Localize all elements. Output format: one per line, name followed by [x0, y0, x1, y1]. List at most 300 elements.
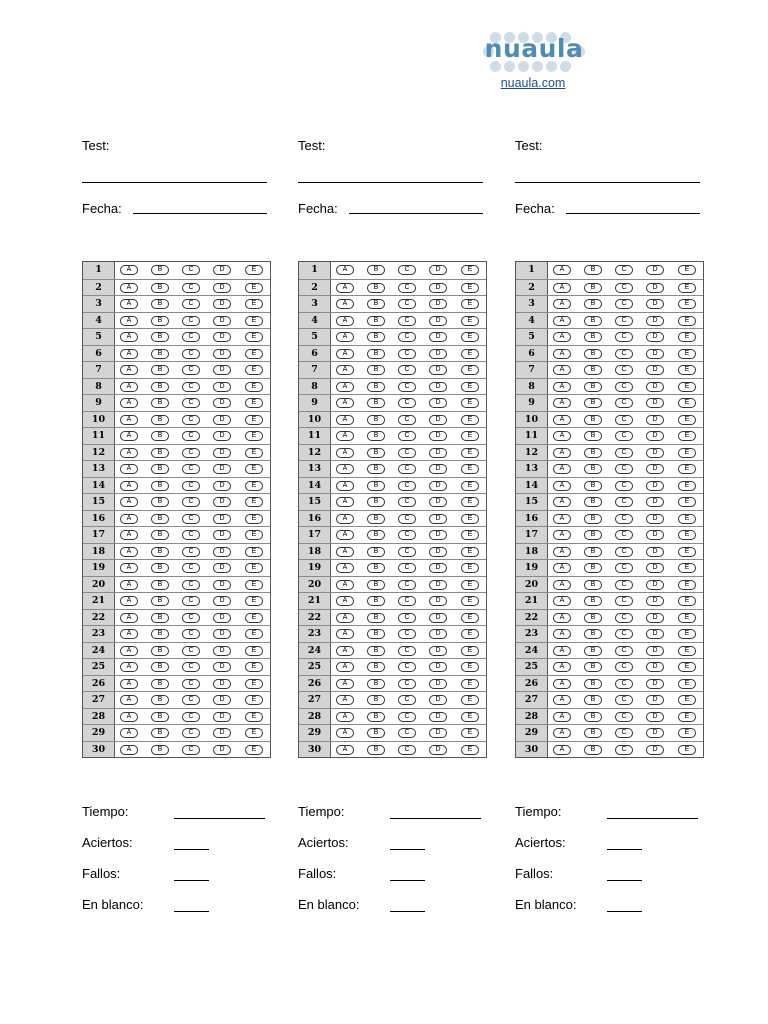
- answer-bubble-a[interactable]: A: [336, 695, 354, 705]
- answer-bubble-e[interactable]: E: [678, 563, 696, 573]
- answer-bubble-a[interactable]: A: [120, 662, 138, 672]
- answer-bubble-d[interactable]: D: [429, 464, 447, 474]
- answer-bubble-b[interactable]: B: [151, 728, 169, 738]
- answer-bubble-d[interactable]: D: [646, 662, 664, 672]
- answer-bubble-c[interactable]: C: [615, 431, 633, 441]
- answer-bubble-e[interactable]: E: [245, 283, 263, 293]
- answer-bubble-d[interactable]: D: [646, 629, 664, 639]
- answer-bubble-e[interactable]: E: [678, 431, 696, 441]
- answer-bubble-c[interactable]: C: [182, 382, 200, 392]
- answer-bubble-d[interactable]: D: [429, 497, 447, 507]
- answer-bubble-d[interactable]: D: [213, 299, 231, 309]
- answer-bubble-e[interactable]: E: [461, 497, 479, 507]
- answer-bubble-a[interactable]: A: [553, 464, 571, 474]
- answer-bubble-d[interactable]: D: [646, 481, 664, 491]
- answer-bubble-b[interactable]: B: [584, 415, 602, 425]
- answer-bubble-c[interactable]: C: [615, 382, 633, 392]
- answer-bubble-d[interactable]: D: [646, 646, 664, 656]
- answer-bubble-e[interactable]: E: [461, 398, 479, 408]
- answer-bubble-a[interactable]: A: [120, 316, 138, 326]
- answer-bubble-d[interactable]: D: [213, 745, 231, 755]
- answer-bubble-e[interactable]: E: [245, 398, 263, 408]
- answer-bubble-b[interactable]: B: [584, 299, 602, 309]
- answer-bubble-a[interactable]: A: [553, 745, 571, 755]
- answer-bubble-b[interactable]: B: [151, 662, 169, 672]
- answer-bubble-b[interactable]: B: [151, 580, 169, 590]
- answer-bubble-d[interactable]: D: [429, 514, 447, 524]
- answer-bubble-b[interactable]: B: [151, 431, 169, 441]
- answer-bubble-e[interactable]: E: [245, 662, 263, 672]
- answer-bubble-a[interactable]: A: [336, 596, 354, 606]
- answer-bubble-d[interactable]: D: [429, 679, 447, 689]
- answer-bubble-e[interactable]: E: [245, 481, 263, 491]
- answer-bubble-a[interactable]: A: [553, 514, 571, 524]
- answer-bubble-c[interactable]: C: [398, 728, 416, 738]
- answer-bubble-b[interactable]: B: [584, 497, 602, 507]
- answer-bubble-b[interactable]: B: [584, 613, 602, 623]
- answer-bubble-c[interactable]: C: [615, 448, 633, 458]
- answer-bubble-c[interactable]: C: [182, 349, 200, 359]
- answer-bubble-b[interactable]: B: [367, 332, 385, 342]
- answer-bubble-b[interactable]: B: [151, 514, 169, 524]
- answer-bubble-a[interactable]: A: [120, 448, 138, 458]
- answer-bubble-b[interactable]: B: [584, 431, 602, 441]
- answer-bubble-e[interactable]: E: [461, 695, 479, 705]
- answer-bubble-a[interactable]: A: [553, 283, 571, 293]
- answer-bubble-b[interactable]: B: [584, 695, 602, 705]
- answer-bubble-e[interactable]: E: [678, 265, 696, 275]
- answer-bubble-a[interactable]: A: [120, 514, 138, 524]
- answer-bubble-a[interactable]: A: [553, 613, 571, 623]
- answer-bubble-a[interactable]: A: [336, 745, 354, 755]
- answer-bubble-a[interactable]: A: [336, 265, 354, 275]
- answer-bubble-a[interactable]: A: [553, 299, 571, 309]
- answer-bubble-d[interactable]: D: [646, 695, 664, 705]
- answer-bubble-b[interactable]: B: [151, 382, 169, 392]
- answer-bubble-c[interactable]: C: [182, 596, 200, 606]
- answer-bubble-e[interactable]: E: [678, 580, 696, 590]
- answer-bubble-e[interactable]: E: [461, 629, 479, 639]
- answer-bubble-a[interactable]: A: [336, 481, 354, 491]
- answer-bubble-e[interactable]: E: [245, 530, 263, 540]
- answer-bubble-c[interactable]: C: [398, 415, 416, 425]
- answer-bubble-e[interactable]: E: [245, 547, 263, 557]
- answer-bubble-a[interactable]: A: [120, 745, 138, 755]
- answer-bubble-c[interactable]: C: [398, 332, 416, 342]
- answer-bubble-e[interactable]: E: [678, 316, 696, 326]
- answer-bubble-b[interactable]: B: [367, 349, 385, 359]
- answer-bubble-e[interactable]: E: [678, 745, 696, 755]
- answer-bubble-b[interactable]: B: [151, 712, 169, 722]
- answer-bubble-d[interactable]: D: [429, 596, 447, 606]
- answer-bubble-c[interactable]: C: [182, 563, 200, 573]
- answer-bubble-e[interactable]: E: [461, 745, 479, 755]
- answer-bubble-e[interactable]: E: [678, 679, 696, 689]
- answer-bubble-d[interactable]: D: [213, 514, 231, 524]
- wrong-blank[interactable]: [174, 880, 209, 881]
- answer-bubble-c[interactable]: C: [182, 398, 200, 408]
- answer-bubble-a[interactable]: A: [553, 530, 571, 540]
- answer-bubble-d[interactable]: D: [429, 415, 447, 425]
- time-blank[interactable]: [174, 818, 265, 819]
- answer-bubble-c[interactable]: C: [182, 316, 200, 326]
- answer-bubble-e[interactable]: E: [678, 448, 696, 458]
- answer-bubble-c[interactable]: C: [615, 695, 633, 705]
- answer-bubble-c[interactable]: C: [182, 629, 200, 639]
- answer-bubble-c[interactable]: C: [615, 679, 633, 689]
- correct-blank[interactable]: [390, 849, 425, 850]
- answer-bubble-e[interactable]: E: [245, 349, 263, 359]
- answer-bubble-a[interactable]: A: [120, 481, 138, 491]
- answer-bubble-d[interactable]: D: [429, 580, 447, 590]
- answer-bubble-c[interactable]: C: [182, 613, 200, 623]
- answer-bubble-b[interactable]: B: [151, 299, 169, 309]
- answer-bubble-e[interactable]: E: [678, 283, 696, 293]
- answer-bubble-c[interactable]: C: [615, 299, 633, 309]
- answer-bubble-d[interactable]: D: [429, 349, 447, 359]
- answer-bubble-b[interactable]: B: [367, 530, 385, 540]
- answer-bubble-c[interactable]: C: [182, 662, 200, 672]
- answer-bubble-b[interactable]: B: [584, 265, 602, 275]
- answer-bubble-a[interactable]: A: [336, 283, 354, 293]
- answer-bubble-c[interactable]: C: [398, 431, 416, 441]
- answer-bubble-a[interactable]: A: [120, 382, 138, 392]
- answer-bubble-a[interactable]: A: [336, 530, 354, 540]
- answer-bubble-a[interactable]: A: [120, 530, 138, 540]
- answer-bubble-c[interactable]: C: [398, 316, 416, 326]
- answer-bubble-e[interactable]: E: [245, 514, 263, 524]
- answer-bubble-e[interactable]: E: [245, 382, 263, 392]
- answer-bubble-a[interactable]: A: [553, 431, 571, 441]
- answer-bubble-c[interactable]: C: [615, 464, 633, 474]
- answer-bubble-e[interactable]: E: [678, 299, 696, 309]
- answer-bubble-b[interactable]: B: [584, 332, 602, 342]
- answer-bubble-a[interactable]: A: [336, 662, 354, 672]
- answer-bubble-e[interactable]: E: [678, 530, 696, 540]
- answer-bubble-a[interactable]: A: [553, 349, 571, 359]
- answer-bubble-d[interactable]: D: [646, 283, 664, 293]
- answer-bubble-d[interactable]: D: [429, 365, 447, 375]
- answer-bubble-b[interactable]: B: [367, 728, 385, 738]
- answer-bubble-b[interactable]: B: [584, 283, 602, 293]
- answer-bubble-c[interactable]: C: [398, 662, 416, 672]
- answer-bubble-a[interactable]: A: [120, 349, 138, 359]
- answer-bubble-d[interactable]: D: [646, 596, 664, 606]
- answer-bubble-a[interactable]: A: [553, 728, 571, 738]
- answer-bubble-d[interactable]: D: [429, 745, 447, 755]
- answer-bubble-d[interactable]: D: [213, 431, 231, 441]
- answer-bubble-e[interactable]: E: [461, 464, 479, 474]
- answer-bubble-c[interactable]: C: [182, 580, 200, 590]
- answer-bubble-b[interactable]: B: [367, 514, 385, 524]
- answer-bubble-e[interactable]: E: [678, 382, 696, 392]
- answer-bubble-c[interactable]: C: [398, 629, 416, 639]
- answer-bubble-b[interactable]: B: [151, 596, 169, 606]
- answer-bubble-e[interactable]: E: [245, 596, 263, 606]
- answer-bubble-a[interactable]: A: [553, 332, 571, 342]
- answer-bubble-d[interactable]: D: [213, 679, 231, 689]
- answer-bubble-c[interactable]: C: [182, 283, 200, 293]
- answer-bubble-c[interactable]: C: [615, 497, 633, 507]
- answer-bubble-d[interactable]: D: [213, 728, 231, 738]
- answer-bubble-b[interactable]: B: [367, 646, 385, 656]
- answer-bubble-e[interactable]: E: [245, 464, 263, 474]
- answer-bubble-b[interactable]: B: [367, 629, 385, 639]
- answer-bubble-d[interactable]: D: [429, 547, 447, 557]
- answer-bubble-c[interactable]: C: [615, 349, 633, 359]
- answer-bubble-d[interactable]: D: [646, 431, 664, 441]
- answer-bubble-b[interactable]: B: [584, 481, 602, 491]
- answer-bubble-a[interactable]: A: [120, 728, 138, 738]
- answer-bubble-a[interactable]: A: [336, 547, 354, 557]
- answer-bubble-d[interactable]: D: [429, 382, 447, 392]
- answer-bubble-c[interactable]: C: [398, 695, 416, 705]
- answer-bubble-d[interactable]: D: [213, 365, 231, 375]
- answer-bubble-e[interactable]: E: [461, 728, 479, 738]
- answer-bubble-a[interactable]: A: [120, 464, 138, 474]
- answer-bubble-a[interactable]: A: [336, 332, 354, 342]
- answer-bubble-a[interactable]: A: [553, 679, 571, 689]
- answer-bubble-d[interactable]: D: [429, 646, 447, 656]
- answer-bubble-e[interactable]: E: [245, 712, 263, 722]
- answer-bubble-a[interactable]: A: [120, 299, 138, 309]
- answer-bubble-e[interactable]: E: [678, 365, 696, 375]
- answer-bubble-c[interactable]: C: [615, 712, 633, 722]
- answer-bubble-a[interactable]: A: [120, 613, 138, 623]
- answer-bubble-c[interactable]: C: [182, 415, 200, 425]
- answer-bubble-b[interactable]: B: [151, 530, 169, 540]
- answer-bubble-d[interactable]: D: [213, 712, 231, 722]
- answer-bubble-e[interactable]: E: [245, 580, 263, 590]
- answer-bubble-a[interactable]: A: [336, 398, 354, 408]
- answer-bubble-a[interactable]: A: [553, 481, 571, 491]
- answer-bubble-a[interactable]: A: [336, 448, 354, 458]
- answer-bubble-d[interactable]: D: [646, 382, 664, 392]
- answer-bubble-d[interactable]: D: [213, 530, 231, 540]
- answer-bubble-d[interactable]: D: [429, 695, 447, 705]
- answer-bubble-d[interactable]: D: [429, 613, 447, 623]
- answer-bubble-e[interactable]: E: [461, 646, 479, 656]
- answer-bubble-d[interactable]: D: [646, 745, 664, 755]
- answer-bubble-e[interactable]: E: [678, 728, 696, 738]
- answer-bubble-c[interactable]: C: [615, 596, 633, 606]
- answer-bubble-a[interactable]: A: [553, 563, 571, 573]
- answer-bubble-d[interactable]: D: [213, 613, 231, 623]
- answer-bubble-a[interactable]: A: [336, 514, 354, 524]
- answer-bubble-b[interactable]: B: [367, 431, 385, 441]
- answer-bubble-b[interactable]: B: [584, 646, 602, 656]
- answer-bubble-e[interactable]: E: [678, 596, 696, 606]
- answer-bubble-b[interactable]: B: [151, 448, 169, 458]
- answer-bubble-e[interactable]: E: [678, 514, 696, 524]
- answer-bubble-b[interactable]: B: [367, 580, 385, 590]
- answer-bubble-a[interactable]: A: [120, 415, 138, 425]
- answer-bubble-a[interactable]: A: [120, 398, 138, 408]
- answer-bubble-c[interactable]: C: [615, 316, 633, 326]
- answer-bubble-a[interactable]: A: [336, 629, 354, 639]
- answer-bubble-b[interactable]: B: [367, 448, 385, 458]
- answer-bubble-a[interactable]: A: [120, 596, 138, 606]
- answer-bubble-a[interactable]: A: [553, 448, 571, 458]
- answer-bubble-c[interactable]: C: [182, 448, 200, 458]
- answer-bubble-e[interactable]: E: [461, 431, 479, 441]
- answer-bubble-a[interactable]: A: [336, 497, 354, 507]
- answer-bubble-a[interactable]: A: [553, 547, 571, 557]
- answer-bubble-e[interactable]: E: [245, 316, 263, 326]
- answer-bubble-c[interactable]: C: [398, 580, 416, 590]
- answer-bubble-b[interactable]: B: [367, 415, 385, 425]
- answer-bubble-d[interactable]: D: [646, 613, 664, 623]
- answer-bubble-b[interactable]: B: [367, 712, 385, 722]
- answer-bubble-e[interactable]: E: [245, 563, 263, 573]
- answer-bubble-b[interactable]: B: [367, 382, 385, 392]
- answer-bubble-d[interactable]: D: [213, 415, 231, 425]
- test-name-blank[interactable]: [298, 182, 483, 183]
- answer-bubble-b[interactable]: B: [367, 265, 385, 275]
- answer-bubble-d[interactable]: D: [646, 415, 664, 425]
- answer-bubble-e[interactable]: E: [245, 448, 263, 458]
- answer-bubble-d[interactable]: D: [646, 299, 664, 309]
- answer-bubble-c[interactable]: C: [398, 530, 416, 540]
- answer-bubble-a[interactable]: A: [336, 431, 354, 441]
- answer-bubble-a[interactable]: A: [553, 398, 571, 408]
- answer-bubble-a[interactable]: A: [120, 365, 138, 375]
- answer-bubble-e[interactable]: E: [678, 695, 696, 705]
- answer-bubble-a[interactable]: A: [553, 646, 571, 656]
- answer-bubble-c[interactable]: C: [182, 514, 200, 524]
- test-name-blank[interactable]: [82, 182, 267, 183]
- time-blank[interactable]: [390, 818, 481, 819]
- answer-bubble-b[interactable]: B: [584, 464, 602, 474]
- answer-bubble-b[interactable]: B: [151, 265, 169, 275]
- answer-bubble-d[interactable]: D: [213, 349, 231, 359]
- answer-bubble-d[interactable]: D: [646, 497, 664, 507]
- answer-bubble-e[interactable]: E: [245, 679, 263, 689]
- answer-bubble-a[interactable]: A: [553, 497, 571, 507]
- wrong-blank[interactable]: [390, 880, 425, 881]
- answer-bubble-d[interactable]: D: [429, 431, 447, 441]
- answer-bubble-e[interactable]: E: [461, 265, 479, 275]
- answer-bubble-a[interactable]: A: [553, 415, 571, 425]
- answer-bubble-c[interactable]: C: [182, 547, 200, 557]
- answer-bubble-a[interactable]: A: [553, 265, 571, 275]
- answer-bubble-b[interactable]: B: [151, 497, 169, 507]
- answer-bubble-a[interactable]: A: [336, 415, 354, 425]
- answer-bubble-b[interactable]: B: [367, 464, 385, 474]
- answer-bubble-a[interactable]: A: [336, 563, 354, 573]
- answer-bubble-e[interactable]: E: [461, 448, 479, 458]
- answer-bubble-d[interactable]: D: [213, 316, 231, 326]
- answer-bubble-e[interactable]: E: [461, 613, 479, 623]
- answer-bubble-c[interactable]: C: [182, 497, 200, 507]
- answer-bubble-b[interactable]: B: [367, 695, 385, 705]
- answer-bubble-d[interactable]: D: [429, 332, 447, 342]
- answer-bubble-b[interactable]: B: [367, 563, 385, 573]
- answer-bubble-c[interactable]: C: [182, 431, 200, 441]
- answer-bubble-e[interactable]: E: [461, 365, 479, 375]
- answer-bubble-e[interactable]: E: [678, 481, 696, 491]
- answer-bubble-e[interactable]: E: [245, 415, 263, 425]
- answer-bubble-d[interactable]: D: [646, 679, 664, 689]
- answer-bubble-d[interactable]: D: [646, 580, 664, 590]
- answer-bubble-e[interactable]: E: [461, 283, 479, 293]
- answer-bubble-a[interactable]: A: [336, 299, 354, 309]
- answer-bubble-c[interactable]: C: [182, 365, 200, 375]
- answer-bubble-d[interactable]: D: [429, 299, 447, 309]
- answer-bubble-d[interactable]: D: [429, 662, 447, 672]
- answer-bubble-b[interactable]: B: [367, 662, 385, 672]
- answer-bubble-b[interactable]: B: [367, 283, 385, 293]
- answer-bubble-b[interactable]: B: [151, 629, 169, 639]
- answer-bubble-d[interactable]: D: [429, 398, 447, 408]
- answer-bubble-d[interactable]: D: [429, 448, 447, 458]
- answer-bubble-b[interactable]: B: [584, 563, 602, 573]
- answer-bubble-e[interactable]: E: [461, 679, 479, 689]
- answer-bubble-d[interactable]: D: [429, 316, 447, 326]
- answer-bubble-c[interactable]: C: [615, 530, 633, 540]
- answer-bubble-e[interactable]: E: [245, 365, 263, 375]
- answer-bubble-c[interactable]: C: [398, 398, 416, 408]
- answer-bubble-d[interactable]: D: [646, 464, 664, 474]
- answer-bubble-b[interactable]: B: [584, 349, 602, 359]
- answer-bubble-d[interactable]: D: [213, 283, 231, 293]
- answer-bubble-c[interactable]: C: [398, 481, 416, 491]
- answer-bubble-b[interactable]: B: [367, 613, 385, 623]
- answer-bubble-c[interactable]: C: [615, 646, 633, 656]
- answer-bubble-a[interactable]: A: [553, 662, 571, 672]
- answer-bubble-c[interactable]: C: [398, 497, 416, 507]
- answer-bubble-c[interactable]: C: [182, 728, 200, 738]
- answer-bubble-c[interactable]: C: [398, 745, 416, 755]
- wrong-blank[interactable]: [607, 880, 642, 881]
- answer-bubble-d[interactable]: D: [213, 481, 231, 491]
- answer-bubble-d[interactable]: D: [646, 448, 664, 458]
- answer-bubble-a[interactable]: A: [120, 580, 138, 590]
- answer-bubble-b[interactable]: B: [151, 316, 169, 326]
- answer-bubble-d[interactable]: D: [646, 728, 664, 738]
- answer-bubble-d[interactable]: D: [213, 662, 231, 672]
- answer-bubble-c[interactable]: C: [182, 646, 200, 656]
- answer-bubble-d[interactable]: D: [213, 382, 231, 392]
- answer-bubble-b[interactable]: B: [151, 464, 169, 474]
- answer-bubble-b[interactable]: B: [367, 365, 385, 375]
- answer-bubble-c[interactable]: C: [398, 613, 416, 623]
- answer-bubble-e[interactable]: E: [245, 646, 263, 656]
- answer-bubble-b[interactable]: B: [367, 679, 385, 689]
- answer-bubble-b[interactable]: B: [367, 316, 385, 326]
- answer-bubble-a[interactable]: A: [553, 629, 571, 639]
- answer-bubble-d[interactable]: D: [429, 712, 447, 722]
- answer-bubble-b[interactable]: B: [584, 679, 602, 689]
- answer-bubble-e[interactable]: E: [245, 431, 263, 441]
- answer-bubble-e[interactable]: E: [461, 580, 479, 590]
- answer-bubble-d[interactable]: D: [429, 265, 447, 275]
- answer-bubble-c[interactable]: C: [398, 382, 416, 392]
- answer-bubble-d[interactable]: D: [646, 530, 664, 540]
- answer-bubble-e[interactable]: E: [461, 547, 479, 557]
- answer-bubble-e[interactable]: E: [678, 662, 696, 672]
- answer-bubble-a[interactable]: A: [336, 679, 354, 689]
- date-blank[interactable]: [133, 213, 267, 214]
- answer-bubble-e[interactable]: E: [245, 629, 263, 639]
- answer-bubble-c[interactable]: C: [182, 481, 200, 491]
- answer-bubble-b[interactable]: B: [151, 745, 169, 755]
- answer-bubble-c[interactable]: C: [615, 580, 633, 590]
- answer-bubble-b[interactable]: B: [367, 596, 385, 606]
- correct-blank[interactable]: [174, 849, 209, 850]
- answer-bubble-a[interactable]: A: [120, 332, 138, 342]
- answer-bubble-c[interactable]: C: [615, 629, 633, 639]
